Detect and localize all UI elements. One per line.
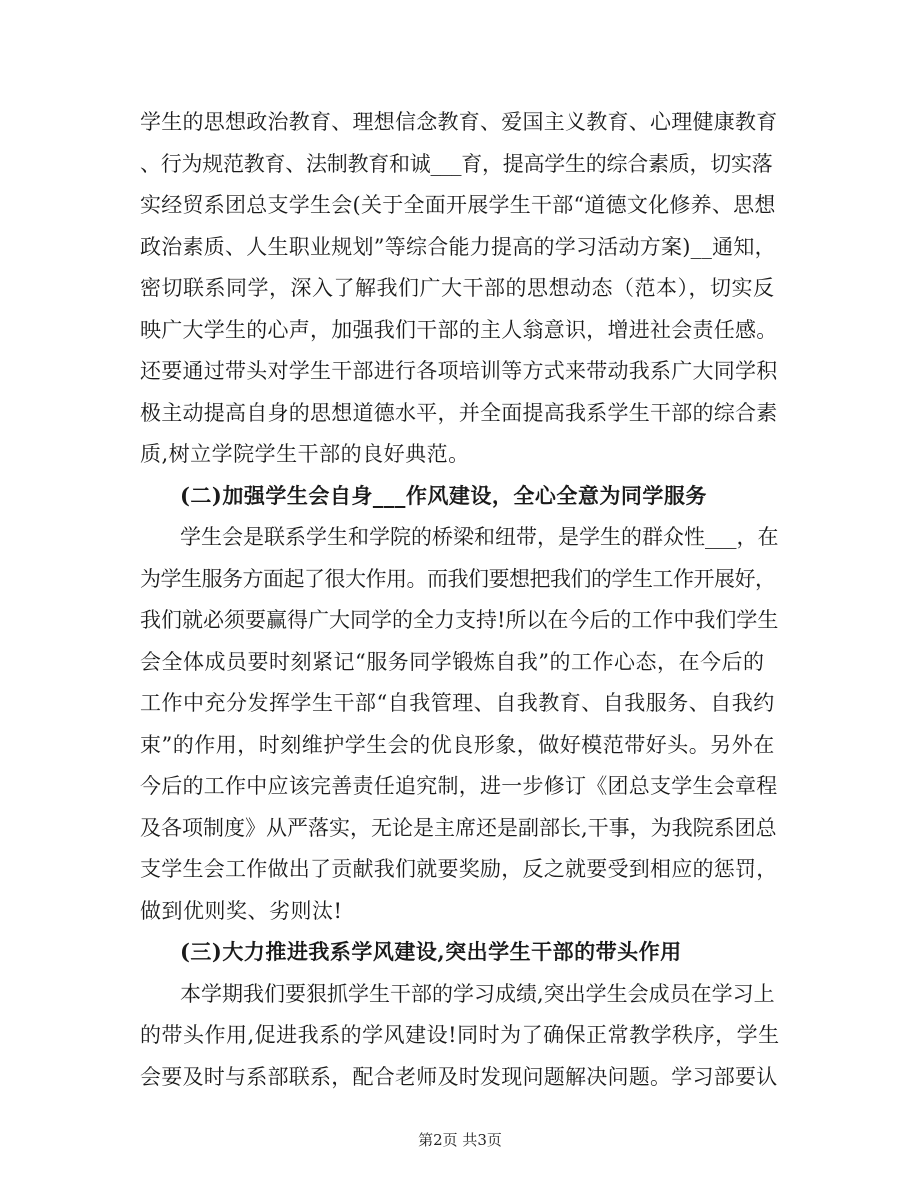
- paragraph-2-line: 学生会是联系学生和学院的桥梁和纽带，是学生的群众性___，在: [180, 525, 779, 549]
- paragraph-1-line: 质,树立学院学生干部的良好典范。: [140, 442, 470, 466]
- paragraph-2-line: 束”的作用，时刻维护学生会的优良形象，做好模范带好头。另外在: [140, 733, 775, 757]
- paragraph-3-line: 会要及时与系部联系，配合老师及时发现问题解决问题。学习部要认: [140, 1065, 778, 1089]
- page-number-footer: 第2页 共3页: [418, 1131, 502, 1149]
- paragraph-2-line: 为学生服务方面起了很大作用。而我们要想把我们的学生工作开展好，: [140, 567, 776, 591]
- paragraph-2-line: 今后的工作中应该完善责任追究制，进一步修订《团总支学生会章程: [140, 774, 778, 798]
- paragraph-2-line: 及各项制度》从严落实，无论是主席还是副部长,干事，为我院系团总: [140, 816, 777, 840]
- paragraph-1-line: 极主动提高自身的思想道德水平，并全面提高我系学生干部的综合素: [140, 401, 778, 425]
- section-heading-3: (三)大力推进我系学风建设,突出学生干部的带头作用: [180, 939, 682, 964]
- paragraph-1-line: 学生的思想政治教育、理想信念教育、爱国主义教育、心理健康教育: [140, 110, 778, 134]
- paragraph-3-line: 本学期我们要狠抓学生干部的学习成绩,突出学生会成员在学习上: [180, 982, 775, 1006]
- paragraph-1-line: 、行为规范教育、法制教育和诚___育，提高学生的综合素质，切实落: [140, 152, 773, 176]
- paragraph-2-line: 工作中充分发挥学生干部“自我管理、自我教育、自我服务、自我约: [140, 691, 775, 715]
- paragraph-2-line: 做到优则奖、劣则汰!: [140, 899, 343, 923]
- paragraph-2-line: 支学生会工作做出了贡献我们就要奖励，反之就要受到相应的惩罚，: [140, 857, 778, 881]
- section-heading-2: (二)加强学生会自身___作风建设，全心全意为同学服务: [180, 483, 707, 508]
- paragraph-1-line: 还要通过带头对学生干部进行各项培训等方式来带动我系广大同学积: [140, 359, 778, 383]
- paragraph-2-line: 我们就必须要赢得广大同学的全力支持!所以在今后的工作中我们学生: [140, 608, 779, 632]
- paragraph-1-line: 政治素质、人生职业规划”等综合能力提高的学习活动方案)__通知，: [140, 235, 776, 259]
- paragraph-1-line: 实经贸系团总支学生会(关于全面开展学生干部“道德文化修养、思想: [140, 193, 776, 217]
- paragraph-1-line: 映广大学生的心声，加强我们干部的主人翁意识，增进社会责任感。: [140, 318, 778, 342]
- paragraph-1-line: 密切联系同学，深入了解我们广大干部的思想动态（范本），切实反: [140, 276, 775, 300]
- paragraph-2-line: 会全体成员要时刻紧记“服务同学锻炼自我”的工作心态，在今后的: [140, 650, 765, 674]
- paragraph-3-line: 的带头作用,促进我系的学风建设!同时为了确保正常教学秩序，学生: [140, 1023, 780, 1047]
